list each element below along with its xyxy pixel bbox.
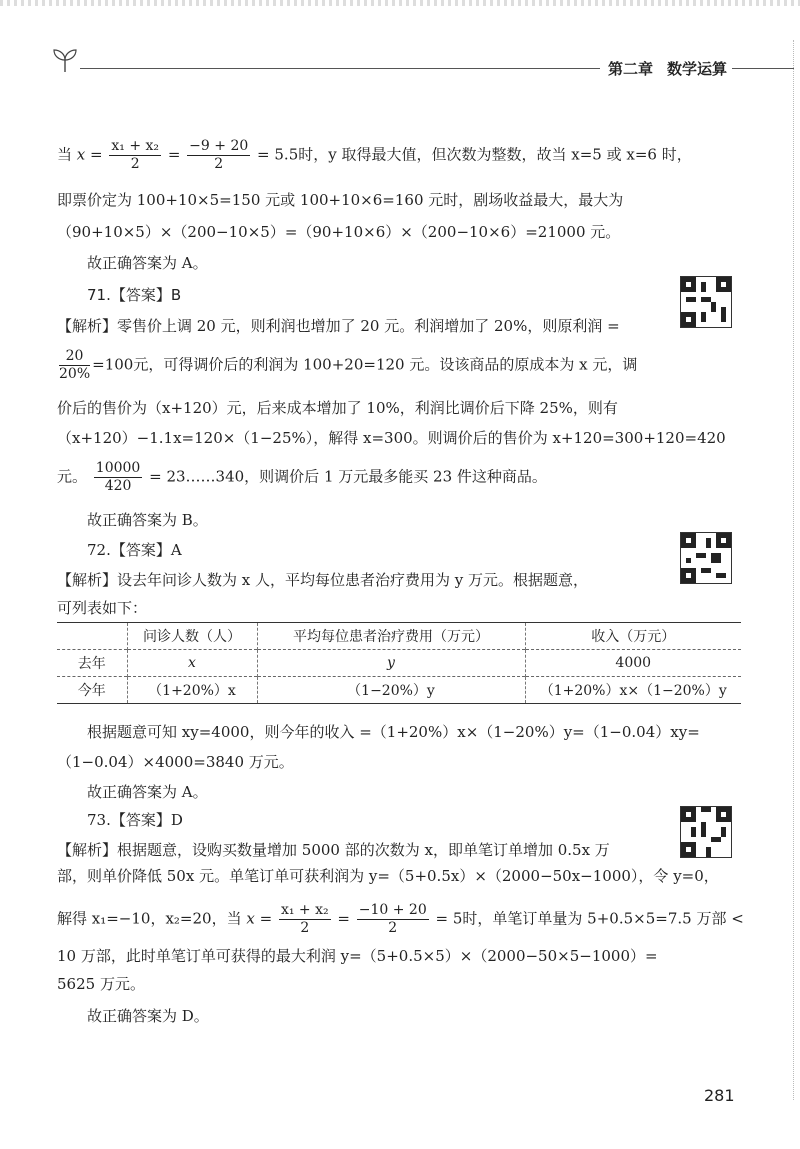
scan-edge-top	[0, 0, 800, 6]
qr-code-icon[interactable]	[680, 532, 732, 584]
q71-text-b: =100元，可得调价后的利润为 100+20=120 元。设该商品的原成本为 x 元，调	[92, 355, 638, 374]
chapter-number: 第二章	[608, 60, 654, 78]
q70-line2: 即票价定为 100+10×5=150 元或 100+10×6=160 元时，剧场收益最大，最大为	[57, 191, 624, 209]
q70-fraction-2: $\frac{-9 + 20}{2}$	[189, 138, 249, 172]
q73-fraction-2: $\frac{-10 + 20}{2}$	[358, 902, 427, 936]
table-cell: （1+20%）x	[127, 677, 257, 704]
scan-edge-right	[792, 40, 794, 1100]
q70-conclusion: 故正确答案为 A。	[87, 254, 208, 272]
table-cell: 去年	[57, 650, 127, 677]
table-cell	[57, 623, 127, 650]
header-rule-right	[732, 68, 794, 69]
table-header-row	[57, 623, 741, 650]
q73-text-a: 解得 x₁=−10，x₂=20，当	[57, 909, 242, 928]
table-header: 平均每位患者治疗费用（万元）	[257, 623, 525, 650]
qr-code-icon[interactable]	[680, 276, 732, 328]
q72-conclusion: 故正确答案为 A。	[87, 783, 208, 801]
q72-answer: 72.【答案】A	[87, 541, 182, 559]
table-cell: （1+20%）x×（1−20%）y	[525, 677, 741, 704]
q71-line4: （x+120）−1.1x=120×（1−25%），解得 x=300。则调价后的售价为 x+120=300+120=420	[57, 429, 726, 447]
q71-fraction-1: $\frac{20}{20\%}$	[59, 348, 91, 382]
table-cell: y	[257, 650, 525, 677]
q73-text-b: = 5时，单笔订单量为 5+0.5×5=7.5 万部 <	[435, 909, 744, 928]
table-row	[57, 677, 741, 704]
q73-line5: 5625 万元。	[57, 975, 145, 993]
q72-table	[57, 622, 741, 704]
q71-text-c: = 23……340，则调价后 1 万元最多能买 23 件这种商品。	[149, 467, 547, 486]
q70-fraction-1: $\frac{\text{x₁ + x₂}}{2}$	[111, 138, 160, 172]
q71-line2	[57, 348, 637, 383]
q70-equals: =	[167, 145, 181, 164]
q71-text-a: 元。	[57, 467, 88, 486]
table-cell: x	[127, 650, 257, 677]
table-row	[57, 650, 741, 677]
chapter-title: 数学运算	[667, 60, 728, 78]
q71-answer: 71.【答案】B	[87, 286, 182, 304]
q73-fraction-1: $\frac{\text{x₁ + x₂}}{2}$	[280, 902, 329, 936]
chapter-heading	[608, 58, 727, 79]
q72-line4: （1−0.04）×4000=3840 万元。	[57, 753, 294, 771]
q71-conclusion: 故正确答案为 B。	[87, 511, 208, 529]
sprout-icon	[50, 44, 80, 74]
q73-conclusion: 故正确答案为 D。	[87, 1007, 209, 1025]
q70-text-b: = 5.5时，y 取得最大值，但次数为整数，故当 x=5 或 x=6 时，	[257, 145, 692, 164]
q71-fraction-2: $\frac{10000}{420}$	[95, 460, 141, 494]
q71-line3: 价后的售价为（x+120）元，后来成本增加了 10%，利润比调价后下降 25%，则有	[57, 399, 618, 417]
q72-line2: 可列表如下：	[57, 599, 148, 617]
table-cell: 4000	[525, 650, 741, 677]
page-number: 281	[704, 1086, 735, 1105]
q72-line1: 【解析】设去年问诊人数为 x 人，平均每位患者治疗费用为 y 万元。根据题意，	[57, 571, 589, 589]
header-rule-left	[80, 68, 600, 69]
qr-code-icon[interactable]	[680, 806, 732, 858]
q70-line3: （90+10×5）×（200−10×5）=（90+10×6）×（200−10×6）=21000 元。	[57, 223, 621, 241]
q72-line3: 根据题意可知 xy=4000，则今年的收入 =（1+20%）x×（1−20%）y=（1−0.04）xy=	[87, 723, 700, 741]
q73-line1: 【解析】根据题意，设购买数量增加 5000 部的次数为 x，即单笔订单增加 0.5x 万	[57, 841, 610, 859]
q73-line3: 解得 x₁=−10，x₂=20，当 x = $\frac{\text{x₁ + x₂}}{2}$ = $\frac{-10 + 20}{2}$ = 5时，单笔订单量为 5+0.5×5=7.5 万部 <	[57, 902, 744, 936]
q71-line1: 【解析】零售价上调 20 元，则利润也增加了 20 元。利润增加了 20%，则原利润 =	[57, 317, 620, 335]
q73-line2: 部，则单价降低 50x 元。单笔订单可获利润为 y=（5+0.5x）×（2000−50x−1000），令 y=0，	[57, 867, 719, 885]
q73-answer: 73.【答案】D	[87, 811, 183, 829]
q71-line5	[57, 460, 547, 495]
table-cell: （1−20%）y	[257, 677, 525, 704]
q73-line4: 10 万部，此时单笔订单可获得的最大利润 y=（5+0.5×5）×（2000−50×5−1000）=	[57, 947, 658, 965]
table-header: 问诊人数（人）	[127, 623, 257, 650]
q70-text-a: 当	[57, 145, 73, 164]
q70-line1: 当 x = $\frac{\text{x₁ + x₂}}{2}$ = $\frac{-9 + 20}{2}$ = 5.5时，y 取得最大值，但次数为整数，故当 x=5 或 x=6 时，	[57, 138, 692, 172]
table-header: 收入（万元）	[525, 623, 741, 650]
table-cell: 今年	[57, 677, 127, 704]
